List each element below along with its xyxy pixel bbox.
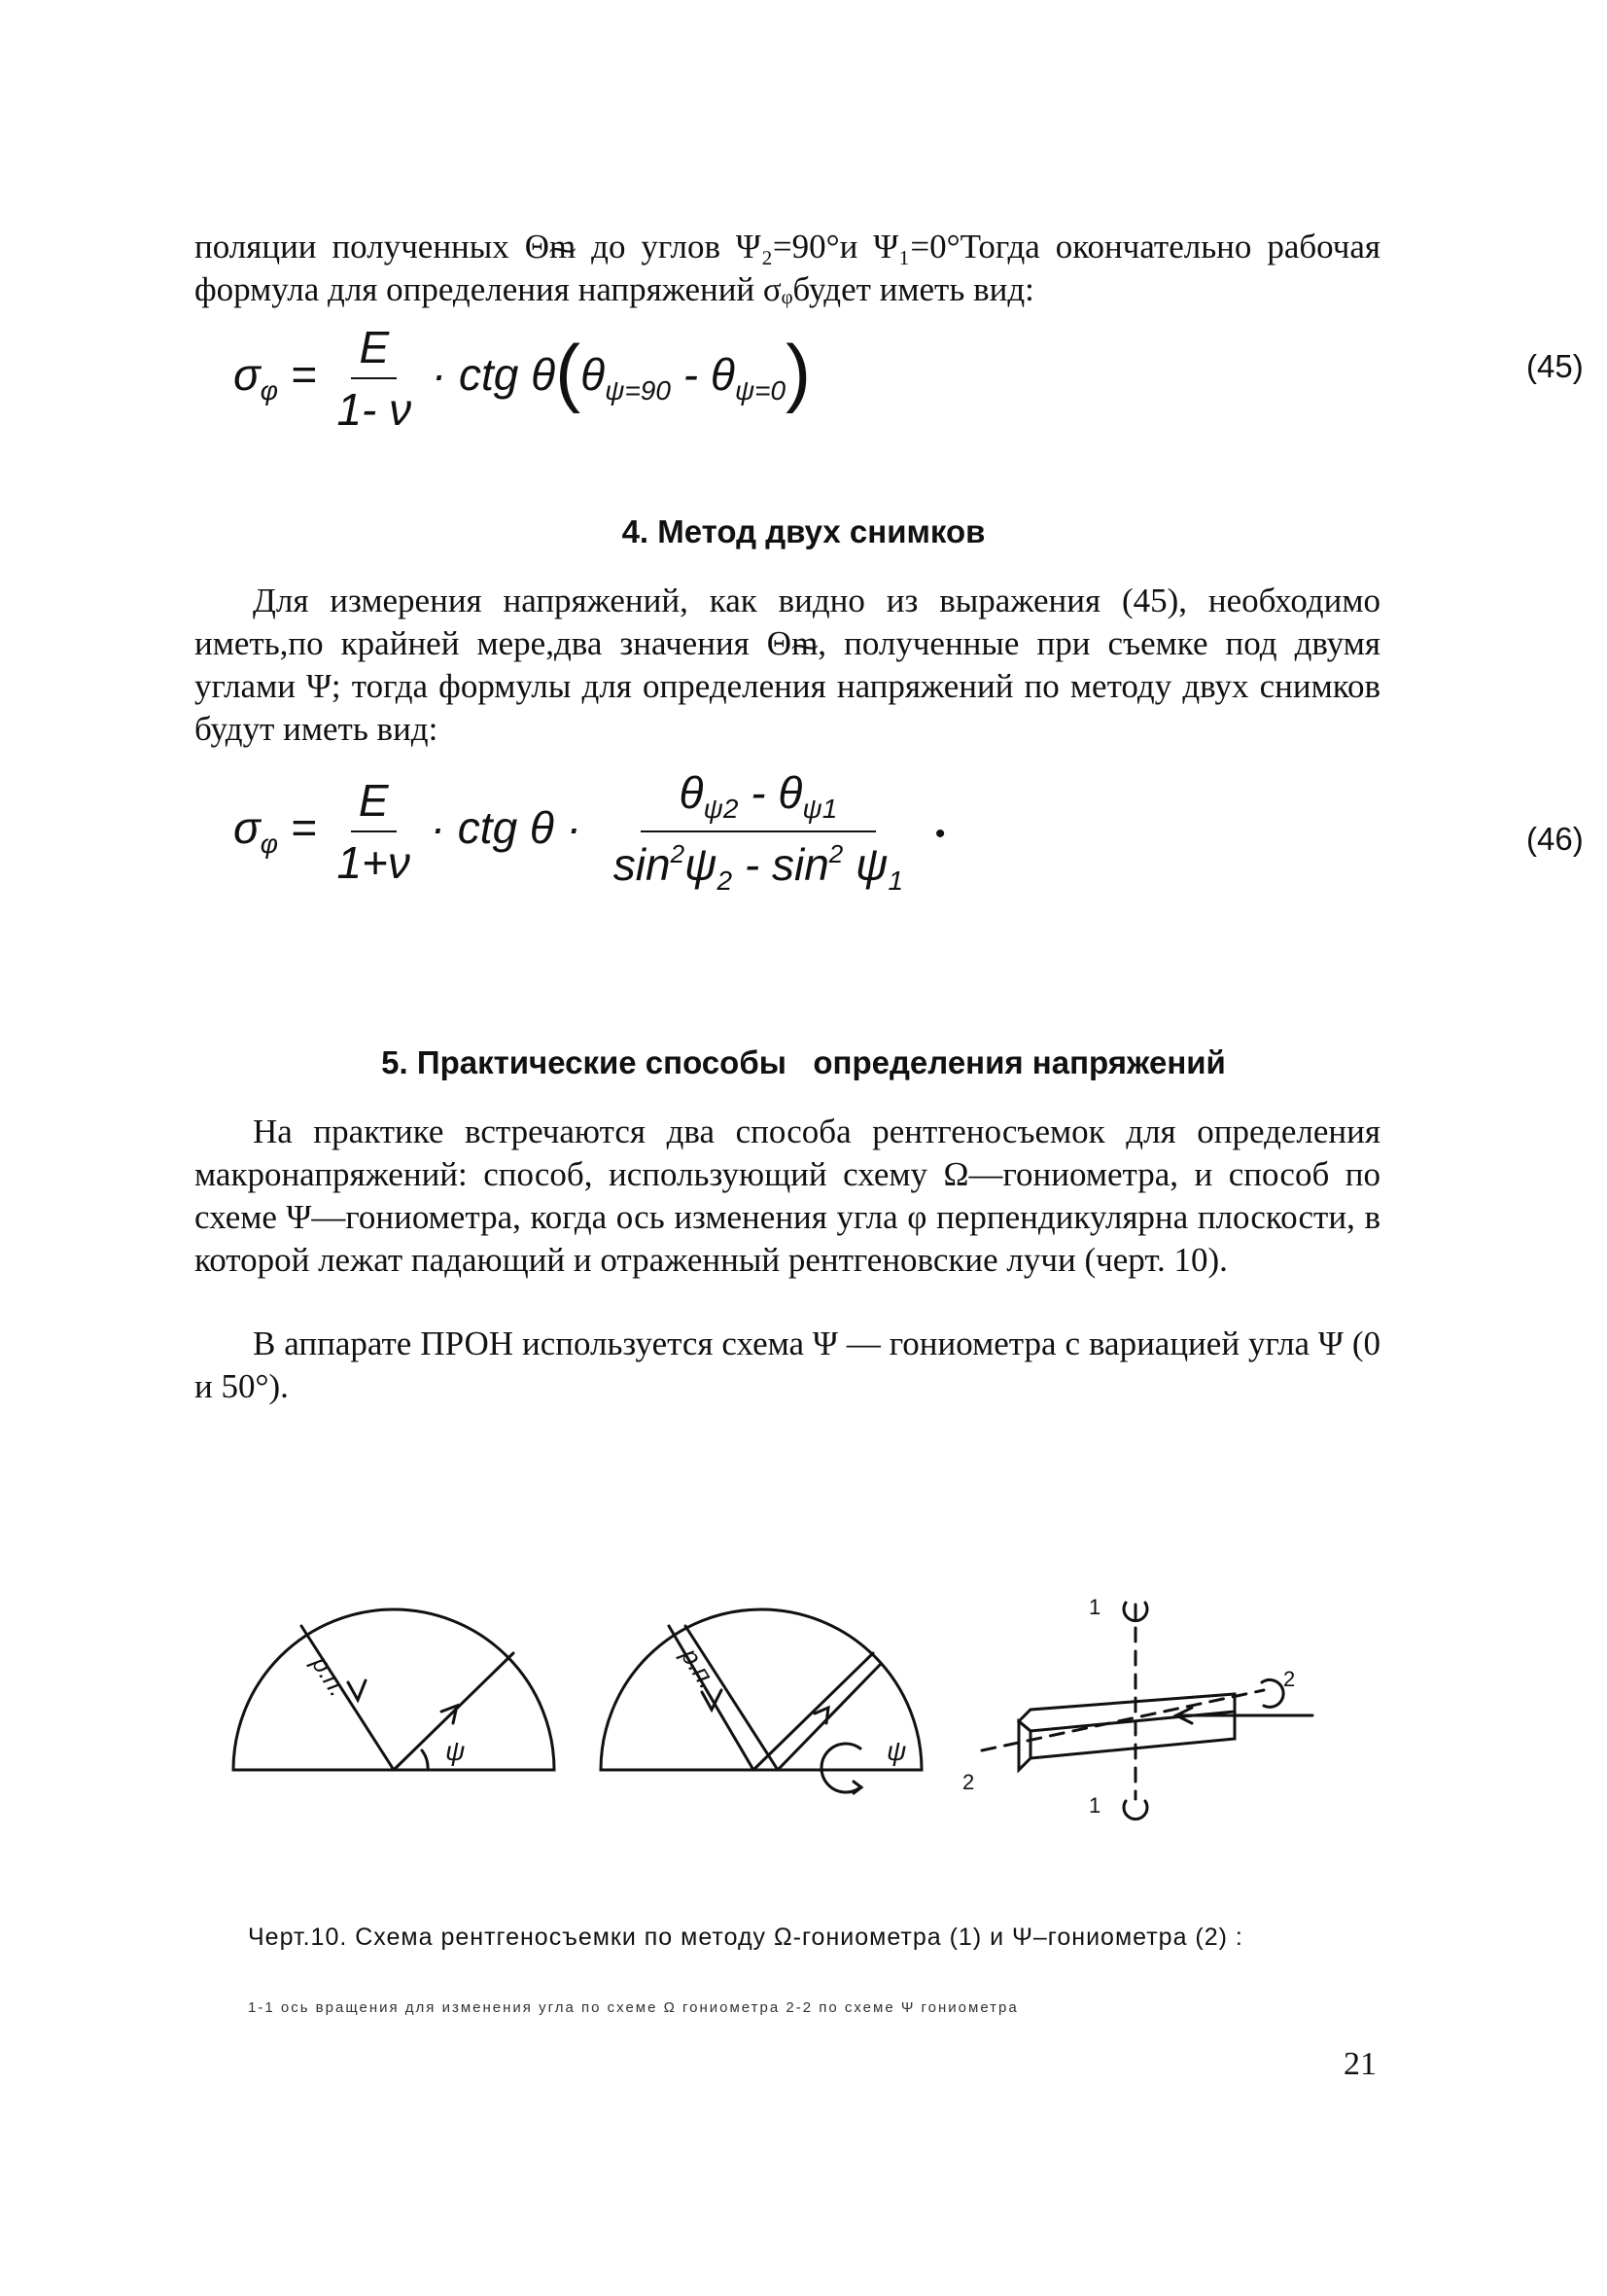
middle-label-psi: ψ [887,1736,907,1766]
formula-45-lhs: σ [233,349,261,401]
middle-label-pn: р.п. [675,1643,723,1694]
formula-46-tail: • [934,818,946,851]
formula-46-big-numerator [641,766,877,832]
formula-46 [233,766,1584,897]
formula-45-term2: θ [710,349,735,401]
middle-reflected-beam-1 [753,1653,873,1770]
formula-46-den-sin1: sin [612,839,671,890]
formula-45-term2-sub: ψ=0 [734,375,786,406]
middle-incident-beam-1 [669,1626,753,1770]
page-number: 21 [1344,2046,1377,2082]
formula-45-term1: θ [580,349,606,401]
formula-46-den-sin1-sup: 2 [670,839,685,868]
formula-45-minus: - [682,349,699,401]
right-label-left: 2 [962,1770,975,1794]
formula-45 [233,321,1584,436]
left-semicircle [233,1609,554,1770]
formula-45-eq: = [290,349,317,401]
right-label-right: 2 [1283,1667,1296,1691]
formula-46-num-theta2: θ [679,767,704,818]
formula-46-lhs: σ [233,802,261,854]
left-label-pn: р.п. [305,1650,354,1702]
psi-goniometer-scheme [982,1603,1312,1819]
formula-45-numerator: E [351,321,397,379]
right-label-top: 1 [1089,1595,1101,1619]
formula-46-den-minus-sin: - sin [744,839,829,890]
axis-1-bottom-rotation [1124,1801,1147,1819]
section-4-heading: 4. Метод двух снимков [621,513,986,549]
formula-45-lhs-sub: φ [260,375,279,406]
formula-46-fraction [329,774,417,889]
formula-46-den-psi1-sub: 1 [888,865,904,896]
formula-46-eq: = [290,802,317,854]
middle-reflected-beam-2 [778,1665,880,1770]
right-label-bottom: 1 [1089,1793,1101,1818]
omega-goniometer-scheme [233,1609,554,1770]
figure-10-diagram [0,1575,1607,1848]
formula-45-denominator: 1- ν [336,384,412,435]
formula-46-ctg: · ctg θ · [430,802,581,854]
formula-46-big-denominator [594,832,923,897]
formula-46-big-fraction [594,766,923,897]
middle-rotation-arc [821,1744,860,1792]
formula-45-close-paren: ) [786,329,812,415]
formula-46-denominator: 1+ν [336,837,410,888]
formula-46-num-minus: - [751,767,766,818]
omega-goniometer-scheme-2 [601,1609,922,1793]
section-5-heading: 5. Практические способы определения напряжений [381,1044,1226,1080]
left-angle-arc [422,1750,428,1770]
formula-45-fraction [329,321,419,436]
formula-46-numerator: E [351,774,397,832]
formula-45-number: (45) [1526,348,1584,384]
formula-45-ctg: · ctg θ [431,349,556,401]
formula-46-num-theta1: θ [778,767,803,818]
formula-45-term1-sub: ψ=90 [605,375,671,406]
section-5-paragraph-1: На практике встречаются два способа рентгеносъемок для определения макронапряжений: способ, использующий схему Ω—гониометра, и способ по схеме Ψ—гониометра, когда ось изменения угла φ перпендикулярна плоскости, в которой лежат падающий и отраженный рентгеновские лучи (черт. 10). [194,1113,1380,1279]
middle-rotation-arrow [854,1782,861,1793]
section-5-paragraph-2: В аппарате ПРОН используется схема Ψ — гониометра с вариацией угла Ψ (0 и 50°). [194,1325,1380,1405]
formula-46-den-psi2-sub: 2 [716,865,733,896]
left-incident-beam [301,1626,394,1770]
specimen-end [1019,1721,1031,1770]
figure-caption: Черт.10. Схема рентгеносъемки по методу Ω-гониометра (1) и Ψ–гониометра (2) : [248,1924,1243,1951]
formula-46-num-theta1-sub: ψ1 [802,794,838,824]
formula-46-num-theta2-sub: ψ2 [703,794,739,824]
formula-46-lhs-sub: φ [260,829,279,860]
left-label-psi: ψ [445,1736,466,1766]
figure-legend: 1-1 ось вращения для изменения угла по схеме Ω гониометра 2-2 по схеме Ψ гониометра [248,1999,1019,2016]
intro-paragraph: поляции полученных Θᵯ до углов Ψ₂=90°и Ψ₁=0°Тогда окончательно рабочая формула для определения напряжений σᵩбудет иметь вид: [194,228,1380,308]
axis-2-rotation [1262,1679,1283,1707]
formula-45-open-paren: ( [555,329,581,415]
section-4-paragraph: Для измерения напряжений, как видно из выражения (45), необходимо иметь,по крайней мере,два значения Θᵯ, полученные при съемке под двумя углами Ψ; тогда формулы для определения напряжений по методу двух снимков будут иметь вид: [194,582,1380,748]
formula-46-den-psi1: ψ [856,839,889,890]
specimen-top [1019,1694,1235,1731]
formula-46-den-sin2-sup: 2 [828,839,844,868]
formula-46-den-psi2: ψ [684,839,717,890]
formula-46-number: (46) [1526,821,1584,857]
